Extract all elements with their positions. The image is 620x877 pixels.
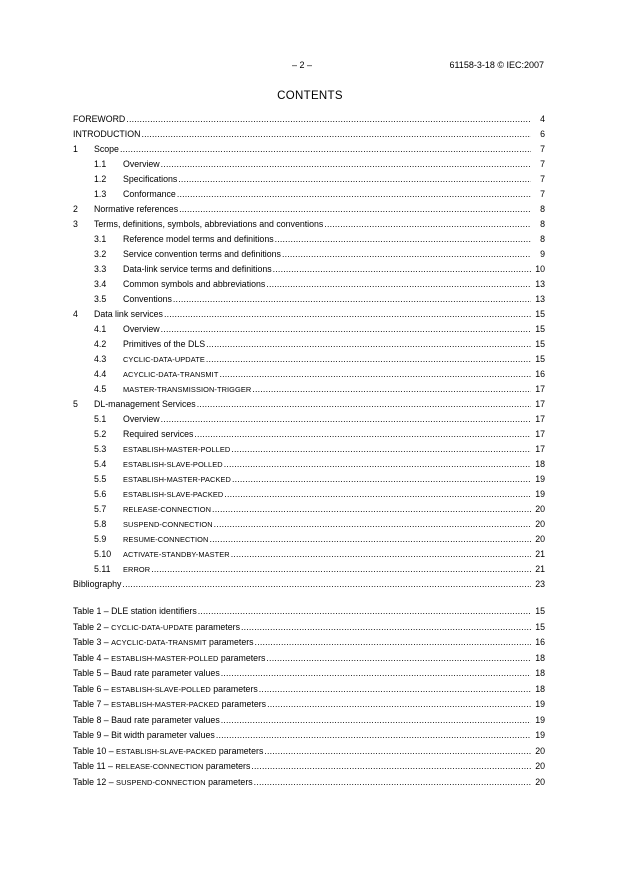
toc-entry[interactable] (73, 337, 545, 352)
table-list-entry[interactable] (73, 651, 545, 667)
toc-entry-title: Primitives of the DLS (123, 337, 206, 352)
toc-entry-page: 19 (531, 472, 545, 487)
toc-entry-leader (123, 532, 531, 547)
toc-entry[interactable] (73, 232, 545, 247)
toc-entry[interactable] (73, 217, 545, 232)
table-entry-prefix: Table 11 – (73, 761, 116, 771)
toc-entry-page: 21 (531, 547, 545, 562)
toc-entry-leader (123, 232, 531, 247)
table-list-entry[interactable] (73, 620, 545, 636)
toc-entry-title: ERROR (123, 562, 151, 577)
toc-entry-title: Common symbols and abbreviations (123, 277, 266, 292)
toc-entry[interactable] (73, 547, 545, 562)
toc-entry-page: 21 (531, 562, 545, 577)
toc-entry[interactable] (73, 292, 545, 307)
toc-entry-page: 7 (531, 157, 545, 172)
toc-entry-page: 23 (531, 577, 545, 592)
table-entry-name: ESTABLISH-SLAVE-PACKED (116, 746, 217, 756)
table-entry-suffix: parameters (206, 637, 254, 647)
table-list-entry[interactable] (73, 775, 545, 791)
table-entry-prefix: Table 4 – (73, 652, 112, 663)
toc-entry-number: 5.11 (94, 564, 111, 574)
toc-entry-leader (123, 517, 531, 532)
toc-entry-page: 17 (531, 412, 545, 427)
table-entry-page: 18 (531, 682, 545, 698)
toc-entry-number: 2 (73, 204, 78, 214)
toc-entry-title: Data link services (94, 307, 164, 322)
table-entry-page: 16 (531, 635, 545, 651)
table-entry-leader (73, 697, 531, 713)
toc-entry-number: 5.4 (94, 459, 107, 469)
toc-entry-page: 8 (531, 232, 545, 247)
table-entry-name: RELEASE-CONNECTION (115, 762, 204, 771)
toc-entry-number: 3 (73, 219, 78, 229)
toc-entry-page: 17 (531, 382, 545, 397)
toc-entry-leader (123, 337, 531, 352)
toc-entry-page: 8 (531, 202, 545, 217)
toc-entry-page: 15 (531, 337, 545, 352)
toc-entry-title: Normative references (94, 202, 179, 217)
toc-entry-number: 5.2 (94, 429, 107, 439)
table-list-entry[interactable] (73, 666, 545, 682)
toc-entry-title: Conventions (123, 292, 173, 307)
document-reference-header: 61158-3-18 © IEC:2007 (449, 60, 544, 70)
toc-entry-page: 17 (531, 427, 545, 442)
table-entry-name: ACYCLIC-DATA-TRANSMIT (111, 638, 207, 647)
toc-entry-page: 20 (531, 502, 545, 517)
toc-entry[interactable] (73, 127, 545, 142)
toc-entry-leader (123, 187, 531, 202)
table-entry-prefix: Table 3 – (73, 637, 112, 647)
toc-entry-leader (123, 472, 531, 487)
toc-entry-number: 5.5 (94, 474, 107, 484)
toc-entry-leader (73, 112, 531, 127)
table-entry-prefix: Table 12 – (73, 776, 117, 787)
toc-entry-number: 5.1 (94, 414, 107, 424)
toc-entry-title: ESTABLISH-MASTER-POLLED (123, 442, 231, 457)
table-entry-leader (73, 604, 531, 620)
table-entry-name: ESTABLISH-MASTER-PACKED (111, 700, 220, 709)
toc-entry-number: 3.3 (94, 264, 107, 274)
table-entry-suffix: parameters (193, 621, 240, 632)
table-list-entry[interactable] (73, 728, 545, 744)
toc-entry[interactable] (73, 187, 545, 202)
toc-entry[interactable] (73, 457, 545, 472)
toc-entry[interactable] (73, 322, 545, 337)
table-entry-prefix: Table 7 – (73, 699, 112, 709)
table-entry-title (73, 759, 251, 775)
toc-entry-leader (123, 442, 531, 457)
toc-entry-number: 3.1 (94, 234, 107, 244)
toc-entry-number: 1 (73, 144, 78, 154)
toc-entry-title: DL-management Services (94, 397, 197, 412)
toc-entry-number: 5.10 (94, 549, 112, 559)
toc-entry-number: 3.5 (94, 294, 107, 304)
toc-entry-number: 4.3 (94, 354, 107, 364)
toc-entry[interactable] (73, 277, 545, 292)
toc-entry-page: 7 (531, 172, 545, 187)
table-entry-leader (73, 682, 531, 698)
table-list-entry[interactable] (73, 682, 545, 698)
toc-entry-number: 4.1 (94, 324, 107, 334)
toc-entry-title: Overview (123, 322, 161, 337)
table-entry-suffix: parameters (203, 761, 251, 771)
toc-entry-title: Overview (123, 157, 161, 172)
table-of-contents (73, 112, 545, 790)
table-entry-title (73, 620, 241, 636)
toc-entry-leader (123, 172, 531, 187)
toc-entry[interactable] (73, 112, 545, 127)
table-entry-name: Baud rate parameter values (111, 668, 220, 678)
toc-entry-page: 16 (531, 367, 545, 382)
toc-entry-leader (94, 202, 531, 217)
toc-entry-leader (94, 142, 531, 157)
toc-entry-leader (123, 562, 531, 577)
toc-entry-leader (94, 397, 531, 412)
table-entry-title (73, 744, 264, 760)
toc-entry-title: Bibliography (73, 577, 122, 592)
toc-entry-leader (123, 502, 531, 517)
table-entry-leader (73, 775, 531, 791)
toc-entry-number: 5.9 (94, 534, 107, 544)
table-entry-prefix: Table 9 – (73, 730, 112, 740)
toc-entry-leader (123, 427, 531, 442)
toc-entry-title: Terms, definitions, symbols, abbreviations and conventions (94, 217, 324, 232)
toc-entry-number: 4.4 (94, 369, 107, 379)
table-list-entry[interactable] (73, 744, 545, 760)
table-entry-prefix: Table 2 – (73, 621, 112, 632)
toc-entry-title: SUSPEND-CONNECTION (123, 517, 214, 532)
table-entry-suffix: parameters (216, 745, 264, 756)
table-entry-page: 20 (531, 775, 545, 791)
toc-entry-number: 4.5 (94, 384, 107, 394)
toc-entry-leader (123, 457, 531, 472)
toc-entry-page: 4 (531, 112, 545, 127)
toc-entry-page: 7 (531, 142, 545, 157)
toc-entry-number: 5.7 (94, 504, 107, 514)
table-entry-page: 19 (531, 728, 545, 744)
toc-entry-page: 19 (531, 487, 545, 502)
page-number-header: – 2 – (292, 60, 313, 70)
toc-entry[interactable] (73, 157, 545, 172)
table-list-entry[interactable] (73, 604, 545, 620)
toc-entry-number: 5.3 (94, 444, 107, 454)
table-entry-suffix: parameters (218, 652, 266, 663)
toc-entry-title: RELEASE-CONNECTION (123, 502, 212, 517)
table-entry-leader (73, 728, 531, 744)
table-entry-page: 18 (531, 651, 545, 667)
toc-entry-page: 15 (531, 322, 545, 337)
toc-entry[interactable] (73, 382, 545, 397)
contents-title: CONTENTS (277, 90, 343, 102)
toc-entry[interactable] (73, 517, 545, 532)
toc-entry-page: 13 (531, 292, 545, 307)
toc-entry-leader (123, 277, 531, 292)
list-of-tables (73, 604, 545, 790)
toc-entry-title: Scope (94, 142, 120, 157)
toc-entry-number: 1.1 (94, 159, 107, 169)
toc-entry-title: RESUME-CONNECTION (123, 532, 209, 547)
toc-entry-title: ESTABLISH-MASTER-PACKED (123, 472, 232, 487)
toc-entry[interactable] (73, 487, 545, 502)
table-entry-name: ESTABLISH-MASTER-POLLED (111, 653, 219, 663)
toc-entry-page: 17 (531, 442, 545, 457)
toc-entry-title: CYCLIC-DATA-UPDATE (123, 352, 206, 367)
toc-entry-leader (123, 322, 531, 337)
table-entry-name: CYCLIC-DATA-UPDATE (111, 622, 194, 632)
toc-entry-leader (123, 487, 531, 502)
table-entry-suffix: parameters (205, 776, 253, 787)
toc-entry[interactable] (73, 442, 545, 457)
toc-entry[interactable] (73, 412, 545, 427)
toc-entry-leader (123, 262, 531, 277)
table-entry-title (73, 775, 254, 791)
toc-entry[interactable] (73, 247, 545, 262)
toc-entry-number: 5 (73, 399, 78, 409)
table-entry-title (73, 697, 267, 713)
toc-entry-title: Service convention terms and definitions (123, 247, 282, 262)
toc-entry-page: 15 (531, 307, 545, 322)
toc-entry-leader (73, 577, 531, 592)
toc-entry-leader (123, 247, 531, 262)
toc-entry[interactable] (73, 577, 545, 592)
toc-entry-leader (73, 127, 531, 142)
toc-entry-title: INTRODUCTION (73, 127, 141, 142)
toc-entry-title: Specifications (123, 172, 178, 187)
table-entry-page: 20 (531, 744, 545, 760)
toc-entry-title: Data-link service terms and definitions (123, 262, 273, 277)
toc-entry-title: ACTIVATE-STANDBY-MASTER (123, 547, 231, 562)
toc-entry-leader (123, 292, 531, 307)
toc-entry-page: 7 (531, 187, 545, 202)
toc-entry-page: 18 (531, 457, 545, 472)
table-entry-prefix: Table 5 – (73, 668, 112, 678)
toc-entry-number: 3.4 (94, 279, 107, 289)
toc-entry[interactable] (73, 532, 545, 547)
toc-entry[interactable] (73, 502, 545, 517)
toc-entry[interactable] (73, 427, 545, 442)
toc-entry[interactable] (73, 172, 545, 187)
table-entry-title (73, 682, 259, 698)
table-entry-leader (73, 666, 531, 682)
toc-entry-title: ACYCLIC-DATA-TRANSMIT (123, 367, 219, 382)
table-entry-title (73, 713, 221, 729)
toc-entry[interactable] (73, 472, 545, 487)
table-entry-page: 19 (531, 713, 545, 729)
toc-entry-page: 17 (531, 397, 545, 412)
table-entry-title (73, 651, 266, 667)
toc-entry-leader (123, 412, 531, 427)
table-entry-prefix: Table 6 – (73, 683, 112, 694)
toc-entry-leader (94, 307, 531, 322)
table-entry-name: DLE station identifiers (111, 606, 197, 616)
table-entry-name: SUSPEND-CONNECTION (116, 777, 206, 787)
table-entry-page: 18 (531, 666, 545, 682)
toc-entry[interactable] (73, 562, 545, 577)
table-entry-page: 19 (531, 697, 545, 713)
toc-entry-title: FOREWORD (73, 112, 126, 127)
table-entry-prefix: Table 10 – (73, 745, 117, 756)
table-entry-page: 20 (531, 759, 545, 775)
section-gap (73, 592, 545, 604)
toc-entry-page: 20 (531, 517, 545, 532)
toc-entry-title: ESTABLISH-SLAVE-POLLED (123, 457, 224, 472)
table-entry-leader (73, 713, 531, 729)
toc-entry[interactable] (73, 142, 545, 157)
table-entry-suffix: parameters (219, 699, 267, 709)
toc-entry-title: Required services (123, 427, 194, 442)
toc-entry-number: 4 (73, 309, 78, 319)
toc-entry-page: 10 (531, 262, 545, 277)
toc-entry-page: 6 (531, 127, 545, 142)
toc-entry-title: ESTABLISH-SLAVE-PACKED (123, 487, 224, 502)
toc-entry-leader (123, 547, 531, 562)
toc-entry[interactable] (73, 202, 545, 217)
table-entry-title (73, 635, 255, 651)
toc-entry-leader (94, 217, 531, 232)
toc-entry[interactable] (73, 307, 545, 322)
toc-entry-leader (123, 382, 531, 397)
toc-entry[interactable] (73, 367, 545, 382)
table-entry-page: 15 (531, 604, 545, 620)
toc-entry-title: Reference model terms and definitions (123, 232, 275, 247)
toc-entry-page: 15 (531, 352, 545, 367)
toc-entry-title: MASTER-TRANSMISSION-TRIGGER (123, 382, 252, 397)
table-list-entry[interactable] (73, 713, 545, 729)
toc-entry-leader (123, 352, 531, 367)
toc-entry[interactable] (73, 352, 545, 367)
table-entry-prefix: Table 8 – (73, 714, 112, 725)
toc-entry-number: 5.6 (94, 489, 107, 499)
table-entry-name: Bit width parameter values (111, 730, 215, 740)
toc-entry-title: Conformance (123, 187, 177, 202)
table-entry-title (73, 728, 216, 744)
table-entry-name: ESTABLISH-SLAVE-POLLED (111, 684, 211, 694)
toc-entry-number: 1.2 (94, 174, 107, 184)
toc-entry-leader (123, 157, 531, 172)
table-entry-title (73, 666, 221, 682)
toc-entry-number: 3.2 (94, 249, 107, 259)
toc-entry-title: Overview (123, 412, 161, 427)
table-entry-name: Baud rate parameter values (111, 714, 220, 725)
table-entry-prefix: Table 1 – (73, 606, 112, 616)
toc-entry-page: 13 (531, 277, 545, 292)
toc-entry-page: 20 (531, 532, 545, 547)
toc-entry-number: 5.8 (94, 519, 107, 529)
toc-entry[interactable] (73, 262, 545, 277)
table-entry-leader (73, 635, 531, 651)
table-list-entry[interactable] (73, 635, 545, 651)
table-entry-leader (73, 620, 531, 636)
table-entry-title (73, 604, 198, 620)
table-entry-page: 15 (531, 620, 545, 636)
toc-entry-number: 1.3 (94, 189, 107, 199)
toc-entry-page: 8 (531, 217, 545, 232)
toc-entry-leader (123, 367, 531, 382)
table-list-entry[interactable] (73, 697, 545, 713)
table-list-entry[interactable] (73, 759, 545, 775)
table-entry-leader (73, 651, 531, 667)
toc-entry-number: 4.2 (94, 339, 107, 349)
table-entry-suffix: parameters (210, 683, 258, 694)
table-entry-leader (73, 744, 531, 760)
toc-entry[interactable] (73, 397, 545, 412)
toc-entry-page: 9 (531, 247, 545, 262)
table-entry-leader (73, 759, 531, 775)
